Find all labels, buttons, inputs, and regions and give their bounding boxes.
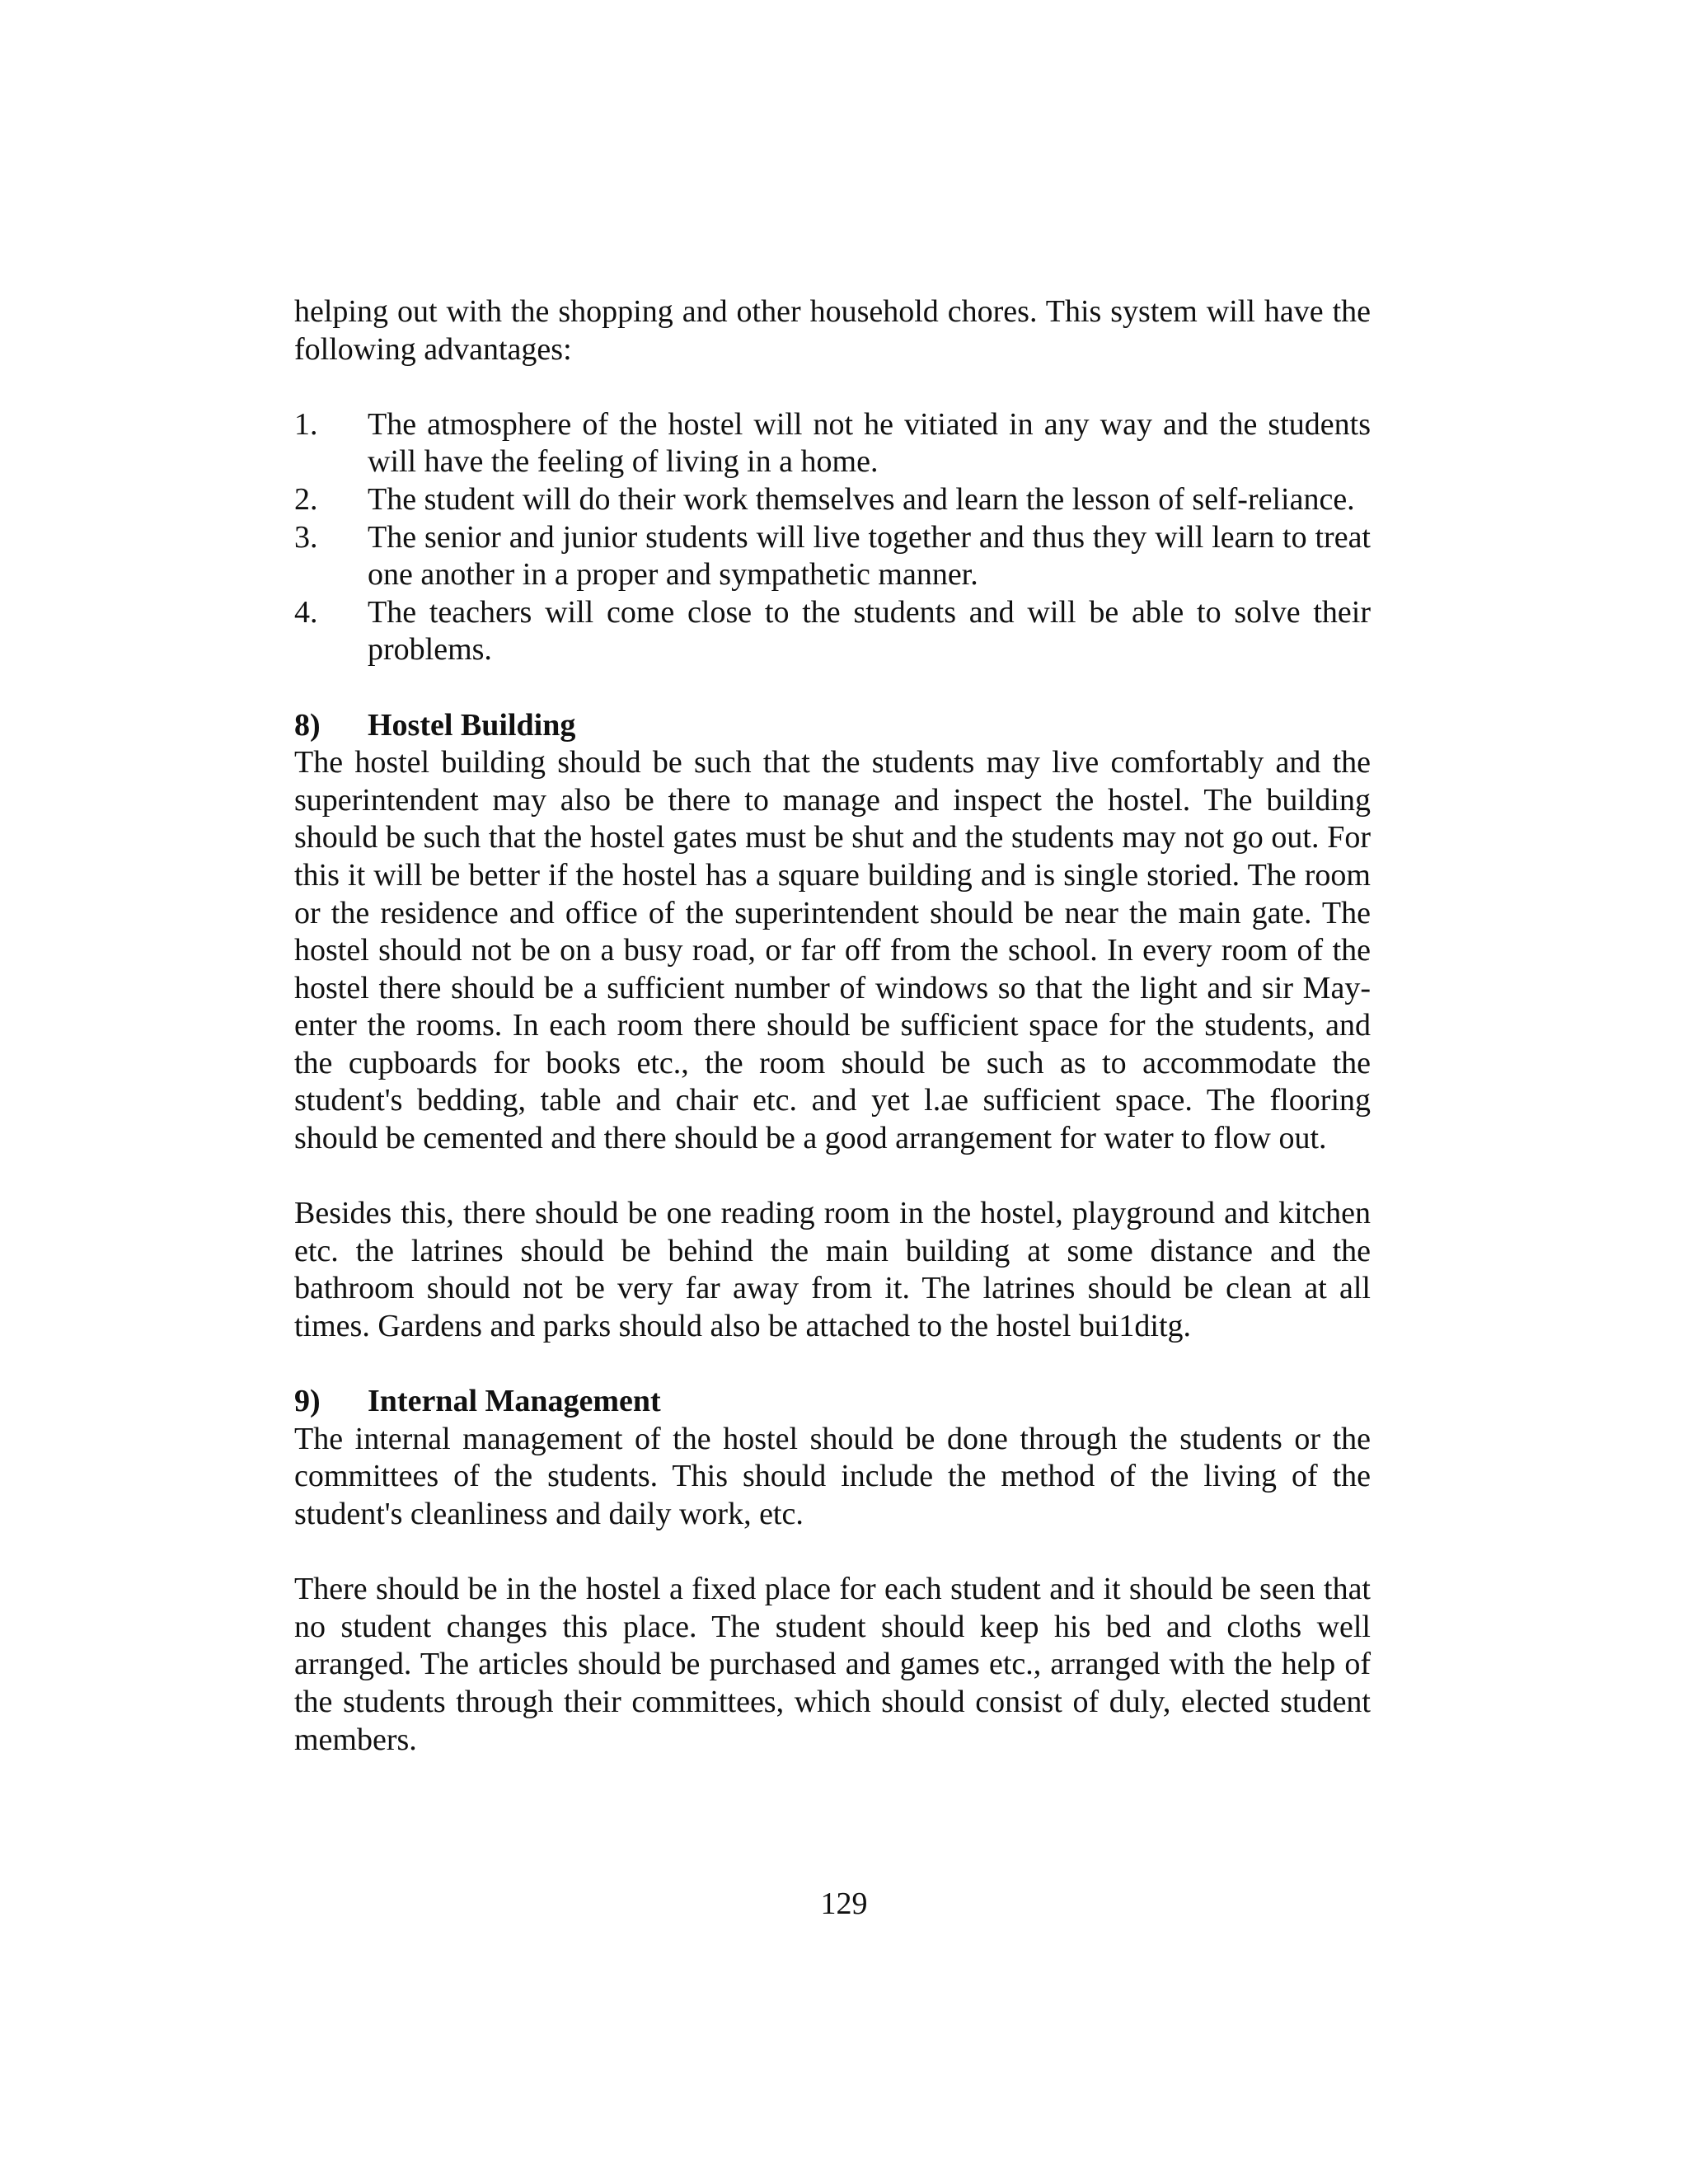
advantages-list [294,406,1371,669]
section-heading-internal-management [294,1383,1371,1421]
list-item-number: 1. [294,406,318,442]
list-item-text: The senior and junior students will live together and thus they will learn to treat one another in a proper and sympathetic manner. [368,519,1371,593]
intro-paragraph: helping out with the shopping and other household chores. This system will have the following advantages: [294,294,1371,367]
document-page [294,293,1371,1759]
section-title: Hostel Building [368,707,576,743]
list-item-number: 2. [294,481,318,517]
list-item-number: 4. [294,594,318,630]
list-item-text: The student will do their work themselves and learn the lesson of self-reliance. [368,481,1355,517]
list-item-number: 3. [294,519,318,555]
list-item-text: The atmosphere of the hostel will not he vitiated in any way and the students will have the feeling of living in a home. [368,406,1371,480]
internal-management-paragraph-2: There should be in the hostel a fixed place for each student and it should be seen that no student changes this place. The student should keep his bed and cloths well arranged. The articles should be purchased and games etc., arranged with the help of the students through their committees, which should consist of duly, elected student members. [294,1572,1371,1757]
section-title: Internal Management [368,1384,661,1419]
list-item-text: The teachers will come close to the students and will be able to solve their problems. [368,594,1371,668]
internal-management-paragraph-1: The internal management of the hostel should be done through the students or the committees of the students. This should include the method of the living of the student's cleanliness and daily work, etc. [294,1421,1371,1531]
list-item [294,406,1371,481]
section-number: 8) [294,707,321,743]
page-number: 129 [820,1886,868,1921]
section-heading-hostel-building [294,707,1371,745]
list-item [294,481,1371,519]
hostel-building-paragraph-2: Besides this, there should be one reading room in the hostel, playground and kitchen etc. the latrines should be behind the main building at some distance and the bathroom should not be very far away from it. The latrines should be clean at all times. Gardens and parks should also be attached to the hostel bui1ditg. [294,1196,1371,1344]
list-item [294,594,1371,669]
list-item [294,519,1371,594]
section-number: 9) [294,1384,321,1419]
hostel-building-paragraph-1: The hostel building should be such that the students may live comfortably and the superintendent may also be there to manage and inspect the hostel. The building should be such that the hostel gates must be shut and the students may not go out. For this it will be better if the hostel has a square building and is single storied. The room or the residence and office of the superintendent should be near the main gate. The hostel should not be on a busy road, or far off from the school. In every room of the hostel there should be a sufficient number of windows so that the light and sir May-enter the rooms. In each room there should be sufficient space for the students, and the cupboards for books etc., the room should be such as to accommodate the student's bedding, table and chair etc. and yet l.ae sufficient space. The flooring should be cemented and there should be a good arrangement for water to flow out. [294,745,1371,1156]
